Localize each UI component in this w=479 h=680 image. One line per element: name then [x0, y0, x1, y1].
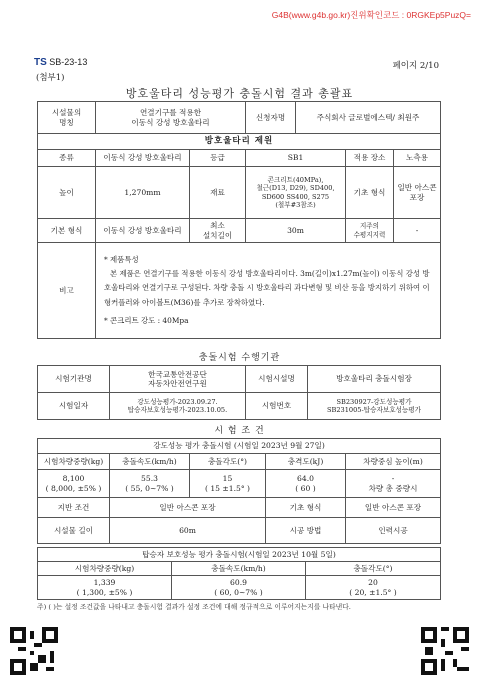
- remark-content: [96, 243, 441, 339]
- grade-label: 등급: [190, 150, 246, 167]
- method-value: 인력시공: [346, 518, 441, 544]
- post-value: -: [394, 219, 441, 243]
- verification-code: G4B(www.g4b.go.kr)진위확인코드 : 0RGKEp5PuzQ=: [271, 10, 471, 20]
- ground-label: 지반 조건: [38, 498, 110, 518]
- o-mass-cond: ( 1,300, ±5% ): [76, 587, 133, 597]
- site-value: 방호울타리 충돌시험장: [308, 366, 441, 393]
- found-label: 기초 형식: [266, 498, 346, 518]
- found-value: 일반 아스콘 포장: [346, 498, 441, 518]
- speed-cell: [110, 470, 190, 498]
- o-mass-value: 1,339: [93, 578, 116, 588]
- date-label: 시험일자: [38, 393, 110, 420]
- o-speed-cond: ( 60, 0~7% ): [214, 587, 263, 597]
- length-label: 시설물 길이: [38, 518, 110, 544]
- o-angle-cell: [306, 576, 441, 600]
- occupant-test-title: 탑승자 보호성능 평가 충돌시험(시험일 2023년 10월 5일): [38, 548, 441, 562]
- o-h-mass: 시험차량중량(kg): [38, 562, 172, 576]
- height-label: 높이: [38, 167, 96, 219]
- no-value: SB230927-강도성능평가 SB231005-탑승자보호성능평가: [308, 393, 441, 420]
- minlen-value: 30m: [246, 219, 346, 243]
- qr-code-icon: [421, 627, 469, 675]
- cog-value: -: [391, 474, 395, 484]
- conditions-table: [37, 438, 441, 544]
- minlen-label: 최소 설치길이: [190, 219, 246, 243]
- org-label: 시험기관명: [38, 366, 110, 393]
- site-label: 시험시설명: [246, 366, 308, 393]
- applicant-value: 주식회사 글로벌에스텍/ 최원주: [296, 102, 441, 134]
- o-mass-cell: [38, 576, 172, 600]
- cog-cond: 차량 총 중량시: [368, 483, 418, 493]
- energy-value: 64.0: [297, 474, 314, 484]
- mass-cond: ( 8,000, ±5% ): [45, 483, 102, 493]
- mass-value: 8,100: [62, 474, 85, 484]
- foundation-label: 기초 형식: [346, 167, 394, 219]
- base-value: 이동식 강성 방호울타리: [96, 219, 190, 243]
- doc-number-text: SB-23-13: [49, 57, 88, 67]
- h-speed: 충돌속도(km/h): [110, 454, 190, 470]
- angle-value: 15: [222, 474, 233, 484]
- material-value: 콘크리트(40MPa), 철근(D13, D29), SD400, SD600 SS400, S275 (철부#3참조): [246, 167, 346, 219]
- h-angle: 충돌각도(°): [190, 454, 266, 470]
- energy-cell: [266, 470, 346, 498]
- foundation-value: 일반 아스콘 포장: [394, 167, 441, 219]
- strength-test-title: 강도성능 평가 충돌시험 (시험일 2023년 9월 27일): [38, 439, 441, 454]
- cog-cell: [346, 470, 441, 498]
- o-speed-value: 60.9: [230, 578, 247, 588]
- angle-cell: [190, 470, 266, 498]
- o-angle-value: 20: [368, 578, 378, 588]
- o-h-speed: 충돌속도(km/h): [172, 562, 306, 576]
- spec-section: 방호울타리 제원: [38, 134, 441, 150]
- occupant-table: [37, 547, 441, 600]
- place-value: 노측용: [394, 150, 441, 167]
- speed-value: 55.3: [141, 474, 158, 484]
- kind-label: 종류: [38, 150, 96, 167]
- o-angle-cond: ( 20, ±1.5° ): [349, 587, 397, 597]
- date-value: 강도성능평가-2023.09.27. 탑승자보호성능평가-2023.10.05.: [110, 393, 246, 420]
- angle-cond: ( 15 ±1.5° ): [204, 483, 251, 493]
- o-h-angle: 충돌각도(°): [306, 562, 441, 576]
- remark-strength: * 콘크리트 강도 : 40Mpa: [104, 315, 189, 325]
- h-cog: 차량중심 높이(m): [346, 454, 441, 470]
- post-label: 지주의 수평지지력: [346, 219, 394, 243]
- name-label: 시설물의 명칭: [38, 102, 96, 134]
- ground-value: 일반 아스콘 포장: [110, 498, 266, 518]
- org-value: 한국교통안전공단 자동차안전연구원: [110, 366, 246, 393]
- doc-number: [34, 57, 87, 68]
- name-value: 연결기구를 적용한 이동식 강성 방호울타리: [96, 102, 246, 134]
- summary-table: [37, 101, 441, 339]
- remark-head: * 제품특성: [104, 255, 139, 265]
- method-label: 시공 방법: [266, 518, 346, 544]
- conditions-section-title: 시 험 조 건: [214, 426, 265, 436]
- footnote: 주) ( )는 설정 조건값을 나타내고 충돌시험 결과가 설정 조건에 대해 정규적으로 이루어지는지를 나타낸다.: [37, 603, 351, 611]
- speed-cond: ( 55, 0~7% ): [125, 483, 174, 493]
- no-label: 시험번호: [246, 393, 308, 420]
- material-label: 재료: [190, 167, 246, 219]
- agency-section-title: 충돌시험 수행기관: [198, 353, 281, 363]
- agency-table: [37, 365, 441, 420]
- remark-body: 본 제품은 연결기구를 적용한 이동식 강성 방호울타리이다. 3m(길이)x1.27m(높이) 이동식 강성 방호울타리와 연결기구로 구성된다. 차량 충돌 시 방호울타리 과다변형 및 비산 등을 방지하기 위하여 이형커플러와 아이볼트(M36)를 추가로 장착하였다.: [104, 269, 430, 307]
- attachment-label: (첨부1): [36, 73, 65, 83]
- grade-value: SB1: [246, 150, 346, 167]
- ts-logo: TS: [34, 57, 47, 68]
- height-value: 1,270mm: [96, 167, 190, 219]
- energy-cond: ( 60 ): [295, 483, 316, 493]
- remark-label: 비고: [38, 243, 96, 339]
- h-mass: 시험차량중량(kg): [38, 454, 110, 470]
- qr-code-icon: [10, 627, 58, 675]
- applicant-label: 신청자명: [246, 102, 296, 134]
- length-value: 60m: [110, 518, 266, 544]
- page-number: 페이지 2/10: [392, 61, 439, 71]
- o-speed-cell: [172, 576, 306, 600]
- h-energy: 충격도(kJ): [266, 454, 346, 470]
- kind-value: 이동식 강성 방호울타리: [96, 150, 190, 167]
- place-label: 적용 장소: [346, 150, 394, 167]
- page-title: 방호울타리 성능평가 충돌시험 결과 총괄표: [125, 87, 354, 100]
- base-label: 기본 형식: [38, 219, 96, 243]
- mass-cell: [38, 470, 110, 498]
